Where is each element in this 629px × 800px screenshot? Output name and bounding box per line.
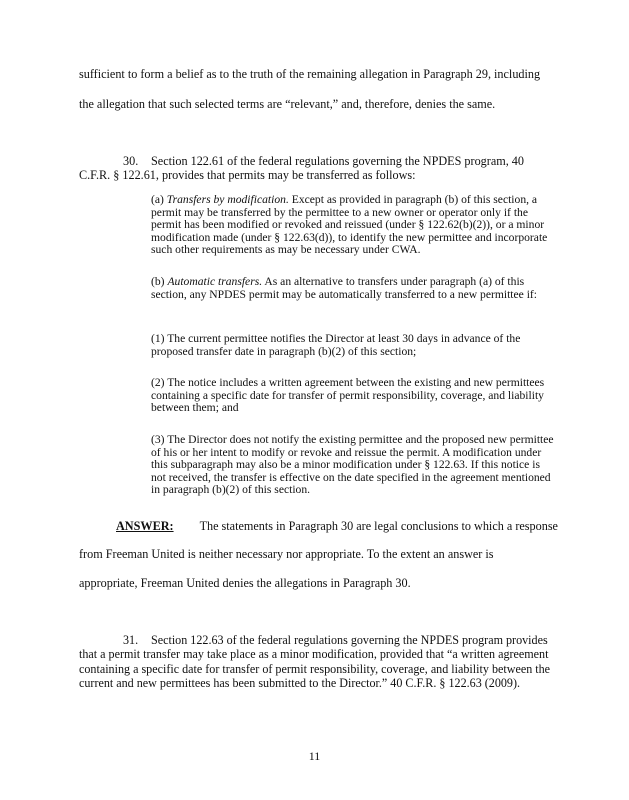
quote-subsection-a	[151, 194, 556, 257]
subsection-b-label: (b)	[151, 275, 165, 288]
answer-30-line-2: from Freeman United is neither necessary nor appropriate. To the extent an answer is	[79, 547, 494, 561]
paragraph-30-line-2: C.F.R. § 122.61, provides that permits may be transferred as follows:	[79, 168, 416, 182]
subsection-b-heading: Automatic transfers.	[167, 275, 263, 288]
paragraph-30-intro: Section 122.61 of the federal regulations governing the NPDES program, 40	[151, 154, 524, 168]
answer-30-text: The statements in Paragraph 30 are legal conclusions to which a response	[199, 519, 558, 533]
quote-item-2: (2) The notice includes a written agreement between the existing and new permittees containing a specific date for transfer of permit responsibility, coverage, and liability between them; and	[151, 376, 545, 415]
answer-30-line-3: appropriate, Freeman United denies the allegations in Paragraph 30.	[79, 576, 411, 590]
subsection-a-label: (a)	[151, 193, 164, 206]
page-number: 11	[308, 749, 321, 763]
subsection-a-text: Except as provided in paragraph (b) of this section, a permit may be transferred by the permittee to a new owner or operator only if the permit has been modified or revoked and reissued (under § 122.62(b)(2)), or a minor modification made (under § 122.63(d)), to identify the new permittee and incorporate such other requirements as may be necessary under CWA.	[151, 193, 548, 257]
paragraph-31	[79, 633, 559, 691]
answer-label: ANSWER:	[116, 519, 174, 533]
paragraph-31-number: 31.	[123, 633, 139, 647]
quote-item-1: (1) The current permittee notifies the Director at least 30 days in advance of the proposed transfer date in paragraph (b)(2) of this section;	[151, 332, 521, 358]
quote-item-3: (3) The Director does not notify the existing permittee and the proposed new permittee of his or her intent to modify or revoke and reissue the permit. A modification under this subparagraph may also be a minor modification under § 122.63. If this notice is not received, the transfer is effective on the date specified in the agreement mentioned in paragraph (b)(2) of this section.	[151, 433, 554, 497]
quote-subsection-b	[151, 276, 556, 301]
carryover-line-2: the allegation that such selected terms are “relevant,” and, therefore, denies the same.	[79, 97, 496, 111]
answer-30-line-1	[79, 519, 558, 533]
paragraph-30-line-1	[79, 154, 524, 168]
subsection-b-text: As an alternative to transfers under paragraph (a) of this section, any NPDES permit may be automatically transferred to a new permittee if:	[151, 275, 538, 301]
subsection-a-heading: Transfers by modification.	[166, 193, 289, 206]
carryover-line-1: sufficient to form a belief as to the truth of the remaining allegation in Paragraph 29, including	[79, 67, 541, 81]
paragraph-30-number: 30.	[123, 154, 139, 168]
paragraph-31-text: Section 122.63 of the federal regulations governing the NPDES program provides that a permit transfer may take place as a minor modification, provided that “a written agreement containing a specific date for transfer of permit responsibility, coverage, and liability between the current and new permittees has been submitted to the Director.” 40 C.F.R. § 122.63 (2009).	[79, 633, 551, 691]
